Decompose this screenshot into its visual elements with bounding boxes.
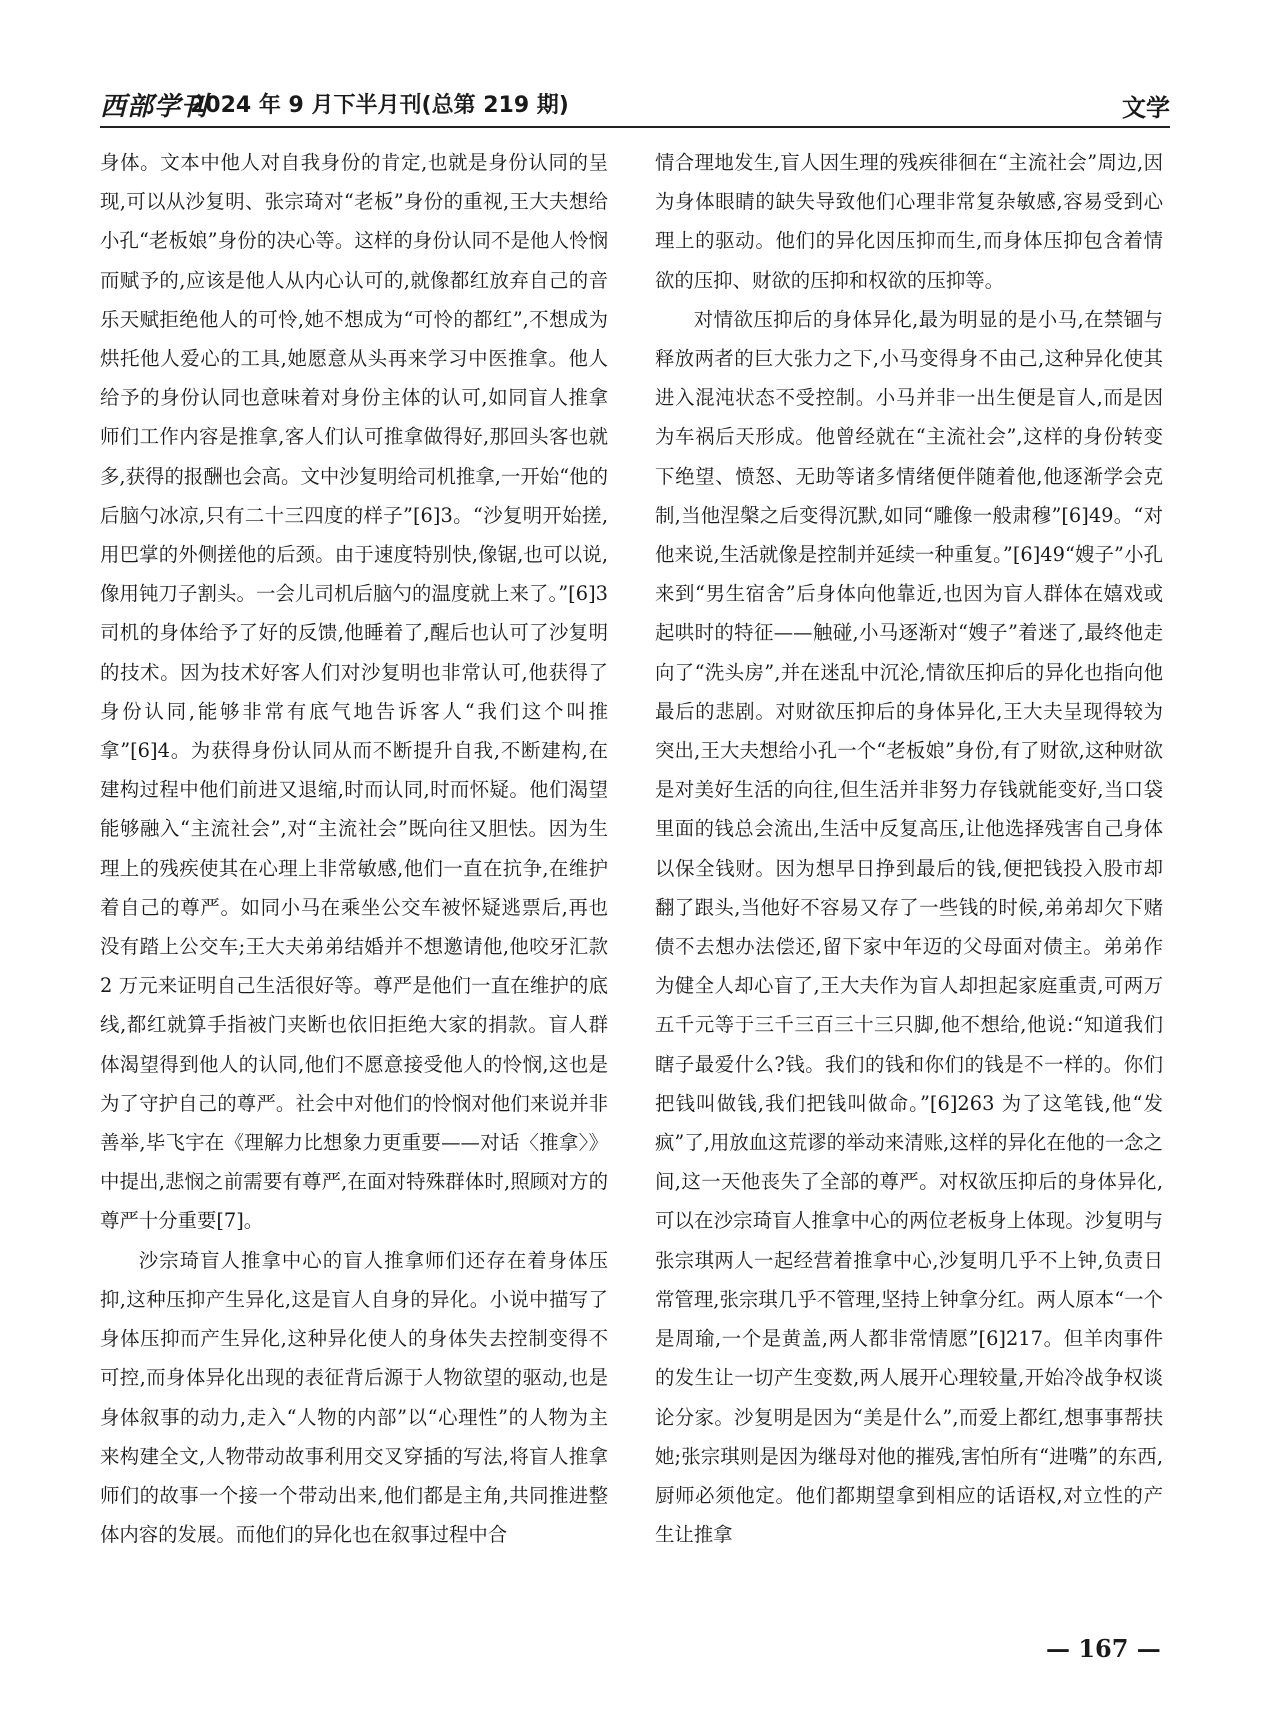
issue-info: 2024 年 9 月下半月刊(总第 219 期) (190, 93, 569, 118)
paragraph: 对情欲压抑后的身体异化,最为明显的是小马,在禁锢与释放两者的巨大张力之下,小马变得身不由己,这种异化使其进入混沌状态不受控制。小马并非一出生便是盲人,而是因为车祸后天形成。他曾经就在“主流社会”,这样的身份转变下绝望、愤怒、无助等诸多情绪便伴随着他,他逐渐学会克制,当他涅槃之后变得沉默,如同“雕像一般肃穆”[6]49。“对他来说,生活就像是控制并延续一种重复。”[6]49“嫂子”小孔来到“男生宿舍”后身体向他靠近,也因为盲人群体在嬉戏或起哄时的特征——触碰,小马逐渐对“嫂子”着迷了,最终他走向了“洗头房”,并在迷乱中沉沦,情欲压抑后的异化也指向他最后的悲剧。对财欲压抑后的身体异化,王大夫呈现得较为突出,王大夫想给小孔一个“老板娘”身份,有了财欲,这种财欲是对美好生活的向往,但生活并非努力存钱就能变好,当口袋里面的钱总会流出,生活中反复高压,让他选择残害自己身体以保全钱财。因为想早日挣到最后的钱,便把钱投入股市却翻了跟头,当他好不容易又存了一些钱的时候,弟弟却欠下赌债不去想办法偿还,留下家中年迈的父母面对债主。弟弟作为健全人却心盲了,王大夫作为盲人却担起家庭重责,可两万五千元等于三千三百三十三只脚,他不想给,他说:“知道我们瞎子最爱什么?钱。我们的钱和你们的钱是不一样的。你们把钱叫做钱,我们把钱叫做命。”[6]263 为了这笔钱,他“发疯”了,用放血这荒谬的举动来清账,这样的异化在他的一念之间,这一天他丧失了全部的尊严。对权欲压抑后的身体异化,可以在沙宗琦盲人推拿中心的两位老板身上体现。沙复明与张宗琪两人一起经营着推拿中心,沙复明几乎不上钟,负责日常管理,张宗琪几乎不管理,坚持上钟拿分红。两人原本“一个是周瑜,一个是黄盖,两人都非常情愿”[6]217。但羊肉事件的发生让一切产生变数,两人展开心理较量,开始冷战争权谈论分家。沙复明是因为“美是什么”,而爱上都红,想事事帮扶她;张宗琪则是因为继母对他的摧残,害怕所有“进嘴”的东西,厨师必须他定。他们都期望拿到相应的话语权,对立性的产生让推拿 (655, 307, 1163, 1547)
paragraph: 身体。文本中他人对自我身份的肯定,也就是身份认同的呈现,可以从沙复明、张宗琦对“老板”身份的重视,王大夫想给小孔“老板娘”身份的决心等。这样的身份认同不是他人怜悯而赋予的,应该是他人从内心认可的,就像都红放弃自己的音乐天赋拒绝他人的可怜,她不想成为“可怜的都红”,不想成为烘托他人爱心的工具,她愿意从头再来学习中医推拿。他人给予的身份认同也意味着对身份主体的认可,如同盲人推拿师们工作内容是推拿,客人们认可推拿做得好,那回头客也就多,获得的报酬也会高。文中沙复明给司机推拿,一开始“他的后脑勺冰凉,只有二十三四度的样子”[6]3。“沙复明开始搓,用巴掌的外侧搓他的后颈。由于速度特别快,像锯,也可以说,像用钝刀子割头。一会儿司机后脑勺的温度就上来了。”[6]3 司机的身体给予了好的反馈,他睡着了,醒后也认可了沙复明的技术。因为技术好客人们对沙复明也非常认可,他获得了身份认同,能够非常有底气地告诉客人“我们这个叫推拿”[6]4。为获得身份认同从而不断提升自我,不断建构,在建构过程中他们前进又退缩,时而认同,时而怀疑。他们渴望能够融入“主流社会”,对“主流社会”既向往又胆怯。因为生理上的残疾使其在心理上非常敏感,他们一直在抗争,在维护着自己的尊严。如同小马在乘坐公交车被怀疑逃票后,再也没有踏上公交车;王大夫弟弟结婚并不想邀请他,他咬牙汇款 2 万元来证明自己生活很好等。尊严是他们一直在维护的底线,都红就算手指被门夹断也依旧拒绝大家的捐款。盲人群体渴望得到他人的认同,他们不愿意接受他人的怜悯,这也是为了守护自己的尊严。社会中对他们的怜悯对他们来说并非善举,毕飞宇在《理解力比想象力更重要——对话〈推拿〉》中提出,悲悯之前需要有尊严,在面对特殊群体时,照顾对方的尊严十分重要[7]。 (100, 151, 608, 1233)
section-label: 文学 (1122, 94, 1170, 122)
page-header (100, 86, 1170, 126)
header-rule (100, 126, 1170, 128)
paragraph: 情合理地发生,盲人因生理的残疾徘徊在“主流社会”周边,因为身体眼睛的缺失导致他们心理非常复杂敏感,容易受到心理上的驱动。他们的异化因压抑而生,而身体压抑包含着情欲的压抑、财欲的压抑和权欲的压抑等。 (655, 151, 1163, 292)
paragraph: 沙宗琦盲人推拿中心的盲人推拿师们还存在着身体压抑,这种压抑产生异化,这是盲人自身的异化。小说中描写了身体压抑而产生异化,这种异化使人的身体失去控制变得不可控,而身体异化出现的表征背后源于人物欲望的驱动,也是身体叙事的动力,走入“人物的内部”以“心理性”的人物为主来构建全文,人物带动故事利用交叉穿插的写法,将盲人推拿师们的故事一个接一个带动出来,他们都是主角,共同推进整体内容的发展。而他们的异化也在叙事过程中合 (100, 1248, 608, 1547)
page-number: — 167 — (1046, 1634, 1161, 1663)
right-column (655, 143, 1163, 1554)
journal-logo: 西部学刊 (100, 92, 209, 122)
left-column (100, 143, 608, 1554)
